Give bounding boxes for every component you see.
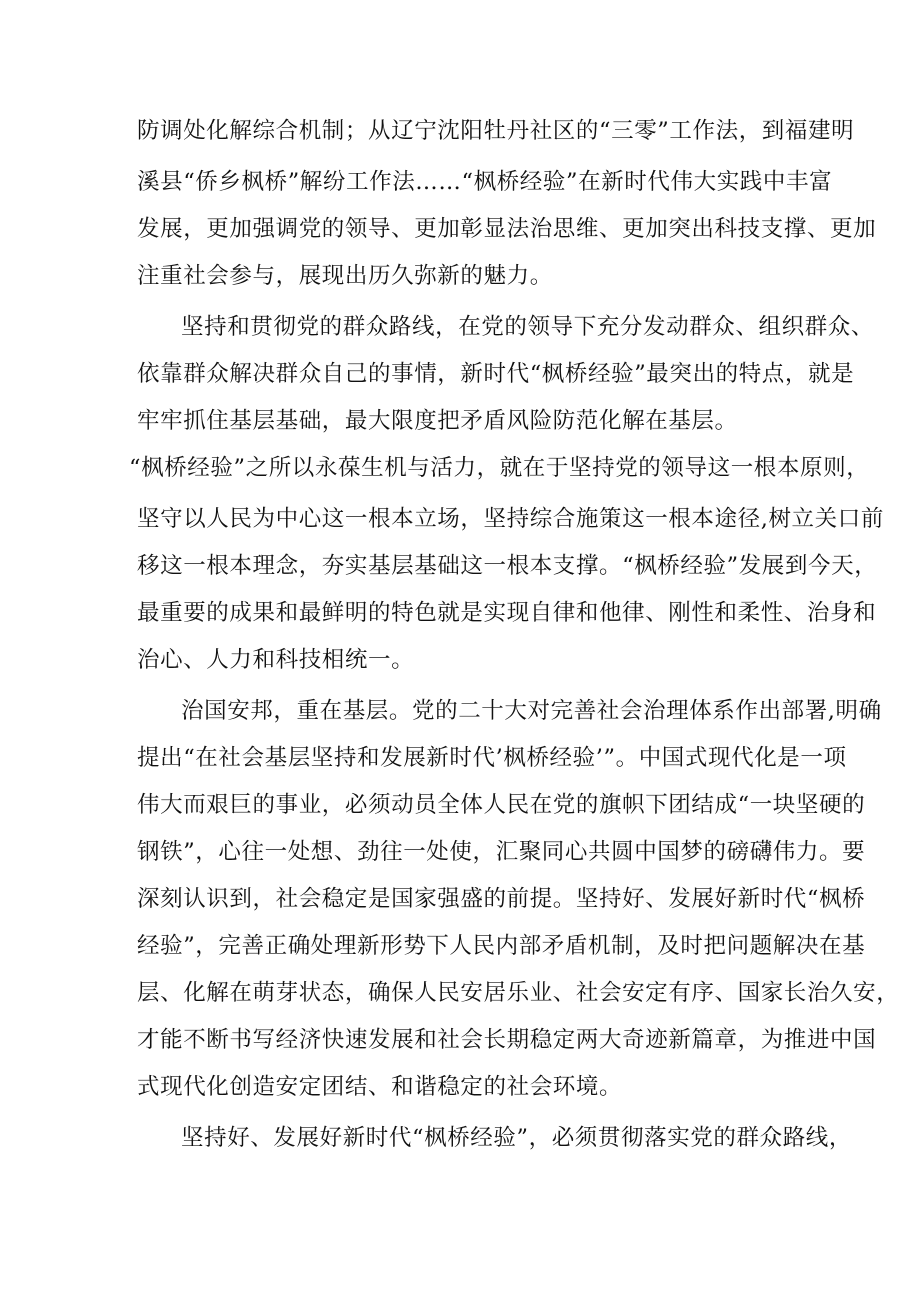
- text-line: 防调处化解综合机制；从辽宁沈阳牡丹社区的“三零”工作法，到福建明: [137, 118, 855, 144]
- text-line: 发展，更加强调党的领导、更加彰显法治思维、更加突出科技支撑、更加: [137, 216, 877, 242]
- text-line: 溪县“侨乡枫桥”解纷工作法……“枫桥经验”在新时代伟大实践中丰富: [137, 169, 833, 195]
- paragraph-first-line: 治国安邦，重在基层。党的二十大对完善社会治理体系作出部署,明确: [181, 698, 882, 724]
- text-line: 提出“在社会基层坚持和发展新时代’枫桥经验’”。中国式现代化是一项: [137, 745, 847, 771]
- text-line: 式现代化创造安定团结、和谐稳定的社会环境。: [137, 1074, 623, 1100]
- text-line: 才能不断书写经济快速发展和社会长期稳定两大奇迹新篇章，为推进中国: [137, 1027, 877, 1053]
- text-line: 深刻认识到，社会稳定是国家强盛的前提。坚持好、发展好新时代“枫桥: [137, 886, 866, 912]
- text-line: 伟大而艰巨的事业，必须动员全体人民在党的旗帜下团结成“一块坚硬的: [137, 792, 866, 818]
- text-line: 经验”，完善正确处理新形势下人民内部矛盾机制，及时把问题解决在基: [137, 933, 866, 959]
- text-line: 坚守以人民为中心这一根本立场，坚持综合施策这一根本途径,树立关口前: [137, 506, 884, 532]
- text-line: 最重要的成果和最鲜明的特色就是实现自律和他律、刚性和柔性、治身和: [137, 600, 877, 626]
- text-line: 钢铁”，心往一处想、劲往一处使，汇聚同心共圆中国梦的磅礴伟力。要: [137, 839, 866, 865]
- text-line: 层、化解在萌芽状态，确保人民安居乐业、社会安定有序、国家长治久安，: [137, 980, 900, 1006]
- text-line: 注重社会参与，展现出历久弥新的魅力。: [137, 263, 553, 289]
- paragraph-first-line: 坚持好、发展好新时代“枫桥经验”，必须贯彻落实党的群众路线，: [181, 1125, 853, 1151]
- text-line: 治心、人力和科技相统一。: [137, 647, 415, 673]
- paragraph-first-line: “枫桥经验”之所以永葆生机与活力，就在于坚持党的领导这一根本原则，: [129, 455, 870, 481]
- text-line: 牢牢抓住基层基础，最大限度把矛盾风险防范化解在基层。: [137, 408, 738, 434]
- paragraph-first-line: 坚持和贯彻党的群众路线，在党的领导下充分发动群众、组织群众、: [181, 314, 875, 340]
- text-line: 依靠群众解决群众自己的事情，新时代“枫桥经验”最突出的特点，就是: [137, 361, 855, 387]
- text-line: 移这一根本理念，夯实基层基础这一根本支撑。“枫桥经验”发展到今天，: [137, 553, 878, 579]
